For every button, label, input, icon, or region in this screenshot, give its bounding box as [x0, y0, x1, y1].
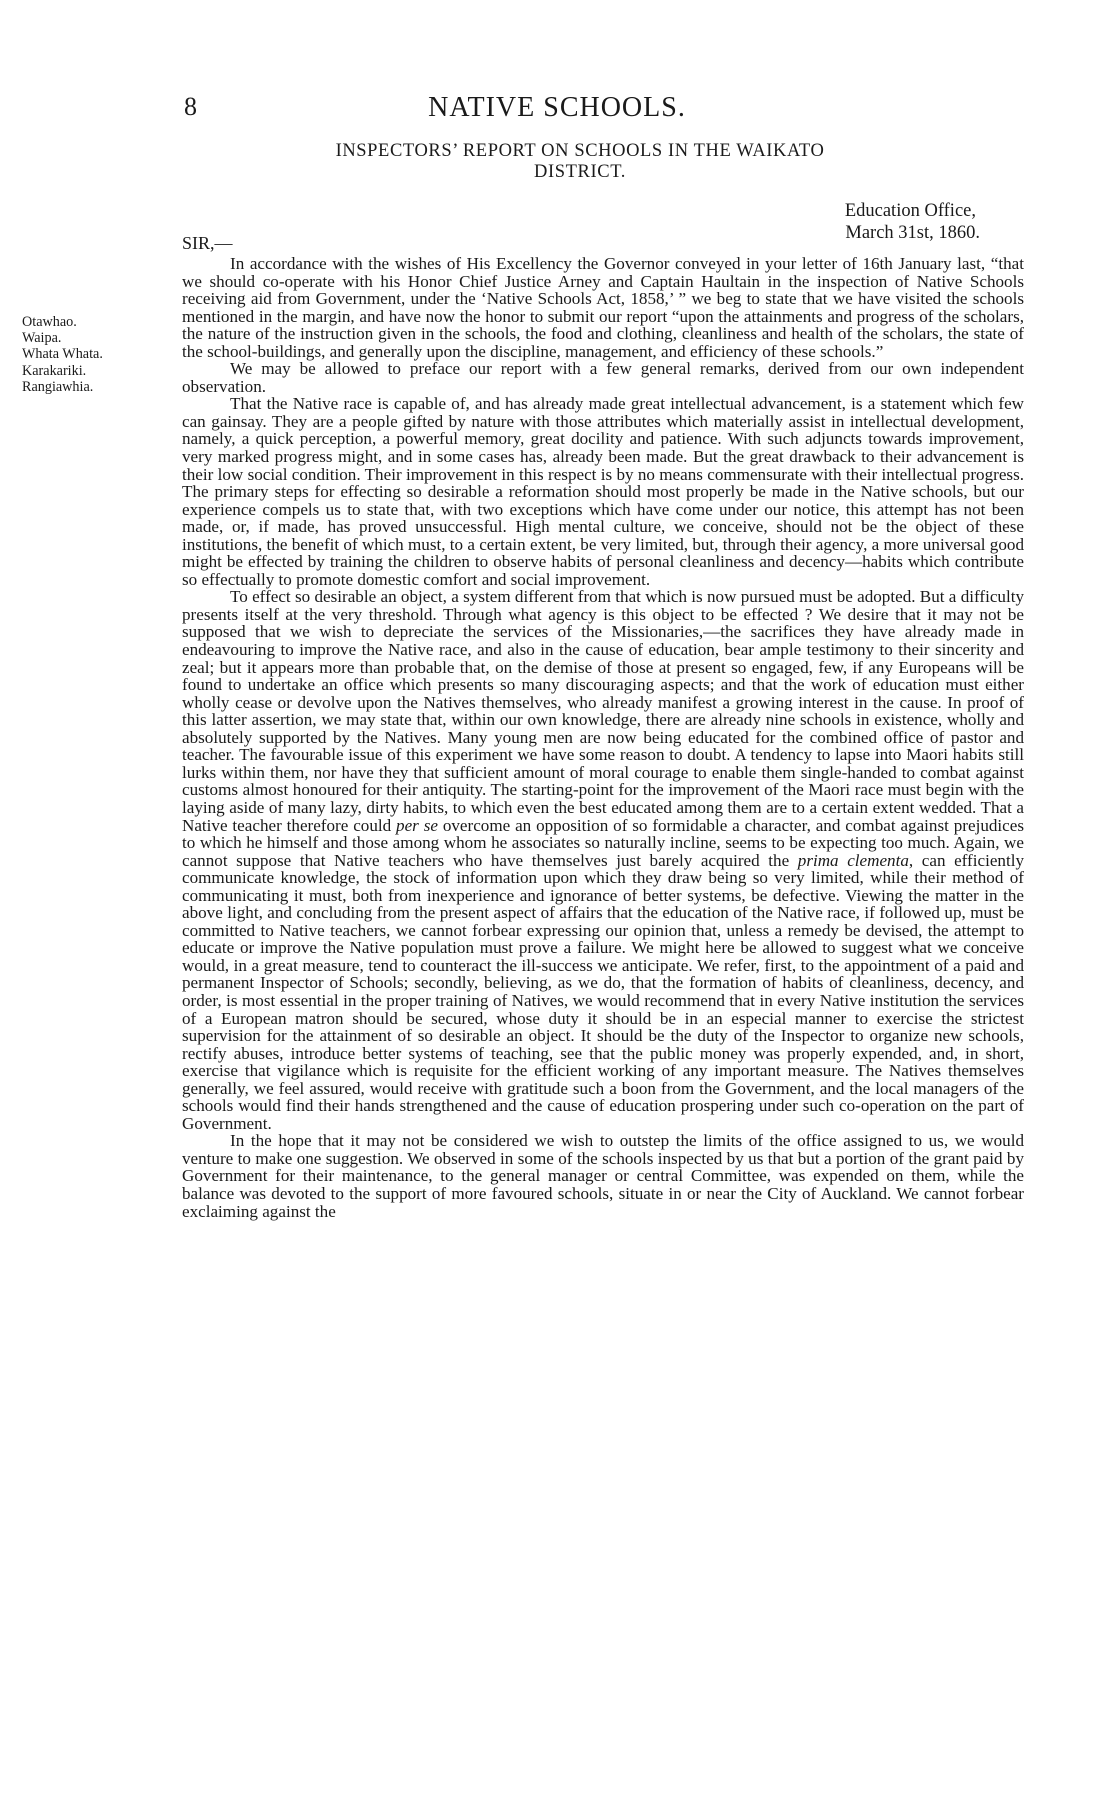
paragraph-5: In the hope that it may not be considered we wish to outstep the limits of the office assigned to us, we would venture to make one suggestion. We observed in some of the schools inspected by us that but a portion of the grant paid by Government for their maintenance, to the general manager or central Committee, was expended on them, while the balance was devoted to the support of more favoured schools, situate in or near the City of Auckland. We cannot forbear exclaiming against the	[182, 1131, 1024, 1221]
page-number: 8	[184, 92, 197, 121]
dateline-date: March 31st, 1860.	[845, 223, 980, 243]
dateline-office: Education Office,	[844, 201, 976, 221]
report-body	[182, 255, 1024, 1220]
salutation: SIR,—	[182, 233, 233, 253]
running-header-title: NATIVE SCHOOLS.	[428, 92, 686, 123]
italic-per-se: per se	[396, 815, 438, 835]
margin-note-whata-whata: Whata Whata.	[22, 346, 103, 363]
paragraph-4	[182, 588, 1024, 1132]
report-title: INSPECTORS’ REPORT ON SCHOOLS IN THE WAIKATO DISTRICT.	[335, 141, 825, 182]
margin-note-karakariki: Karakariki.	[22, 362, 87, 379]
dateline	[844, 200, 980, 244]
margin-note-rangiawhia: Rangiawhia.	[22, 378, 94, 395]
margin-notes	[22, 314, 152, 395]
margin-note-otawhao: Otawhao.	[22, 314, 77, 330]
paragraph-2: We may be allowed to preface our report with a few general remarks, derived from our own independent observation.	[182, 359, 1024, 396]
paragraph-1: In accordance with the wishes of His Excellency the Governor conveyed in your letter of 16th January last, “that we should co-operate with his Honor Chief Justice Arney and Captain Haultain in the inspection of Native Schools receiving aid from Government, under the ‘Native Schools Act, 1858,’ ” we beg to state that we have visited the schools mentioned in the margin, and have now the honor to submit our report “upon the attainments and progress of the scholars, the nature of the instruction given in the schools, the food and clothing, cleanliness and health of the scholars, the state of the school-buildings, and generally upon the discipline, management, and efficiency of these schools.”	[182, 254, 1024, 361]
paragraph-3: That the Native race is capable of, and has already made great intellectual advancement, is a statement which few can gainsay. They are a people gifted by nature with those attributes which materially assist in intellectual development, namely, a quick perception, a powerful memory, great docility and patience. With such adjuncts towards improvement, very marked progress might, and in some cases has, already been made. But the great drawback to their advancement is their low social condition. Their improvement in this respect is by no means commensurate with their intellectual progress. The primary steps for effecting so desirable a reformation should most properly be made in the Native schools, but our experience compels us to state that, with two exceptions which have come under our notice, this attempt has not been made, or, if made, has proved unsuccessful. High mental culture, we conceive, should not be the object of these institutions, the benefit of which must, to a certain extent, be very limited, but, through their agency, a more universal good might be effected by training the children to observe habits of personal cleanliness and decency—habits which contribute so effectually to promote domestic comfort and social improvement.	[182, 394, 1024, 589]
margin-note-waipa: Waipa.	[22, 330, 62, 347]
paragraph-4-part-2: overcome an opposition of so formidable a character, and combat against prejudices to which he himself and those among whom he associates so naturally incline, seems to be expecting too much. Again, we cannot suppose that Native teachers who have themselves just barely acquired the	[182, 815, 1024, 870]
paragraph-4-part-3: , can efficiently communicate knowledge, the stock of information upon which they draw being so very limited, while their method of communicating it must, both from inexperience and ignorance of better systems, be defective. Viewing the matter in the above light, and concluding from the present aspect of affairs that the education of the Native race, if followed up, must be committed to Native teachers, we cannot forbear expressing our opinion that, unless a remedy be devised, the attempt to educate or improve the Native population must prove a failure. We might here be allowed to suggest what we conceive would, in a great measure, tend to counteract the ill-success we anticipate. We refer, first, to the appointment of a paid and permanent Inspector of Schools; secondly, believing, as we do, that the formation of habits of cleanliness, decency, and order, is most essential in the proper training of Natives, we would recommend that in every Native institution the services of a European matron should be secured, whose duty it should be in an especial manner to exercise the strictest supervision for the attainment of so desirable an object. It should be the duty of the Inspector to organize new schools, rectify abuses, introduce better systems of teaching, see that the public money was properly expended, and, in short, exercise that vigilance which is requisite for the efficient working of any important measure. The Natives themselves generally, we feel assured, would receive with gratitude such a boon from the Government, and the local managers of the schools would find their hands strengthened and the cause of education prospering under such co-operation on the part of Government.	[182, 850, 1025, 1133]
paragraph-4-part-1: To effect so desirable an object, a system different from that which is now pursued must be adopted. But a difficulty presents itself at the very threshold. Through what agency is this object to be effected ? We desire that it may not be supposed that we wish to depreciate the services of the Missionaries,—the sacrifices they have already made in endeavouring to improve the Native race, and also in the cause of education, bear ample testimony to their sincerity and zeal; but it appears more than probable that, on the demise of those at present so engaged, few, if any Europeans will be found to undertake an office which presents so many discouraging aspects; and that the work of education must either wholly cease or devolve upon the Natives themselves, who already manifest a growing interest in the cause. In proof of this latter assertion, we may state that, within our own knowledge, there are already nine schools in existence, wholly and absolutely supported by the Natives. Many young men are now being educated for the combined office of pastor and teacher. The favourable issue of this experiment we have some reason to doubt. A tendency to lapse into Maori habits still lurks within them, nor have they that sufficient amount of moral courage to enable them single-handed to combat against customs almost honoured for their antiquity. The starting-point for the improvement of the Maori race must begin with the laying aside of many lazy, dirty habits, to which even the best educated among them are to a certain extent wedded. That a Native teacher therefore could	[182, 587, 1024, 835]
italic-prima-clementa: prima clementa	[797, 850, 909, 870]
